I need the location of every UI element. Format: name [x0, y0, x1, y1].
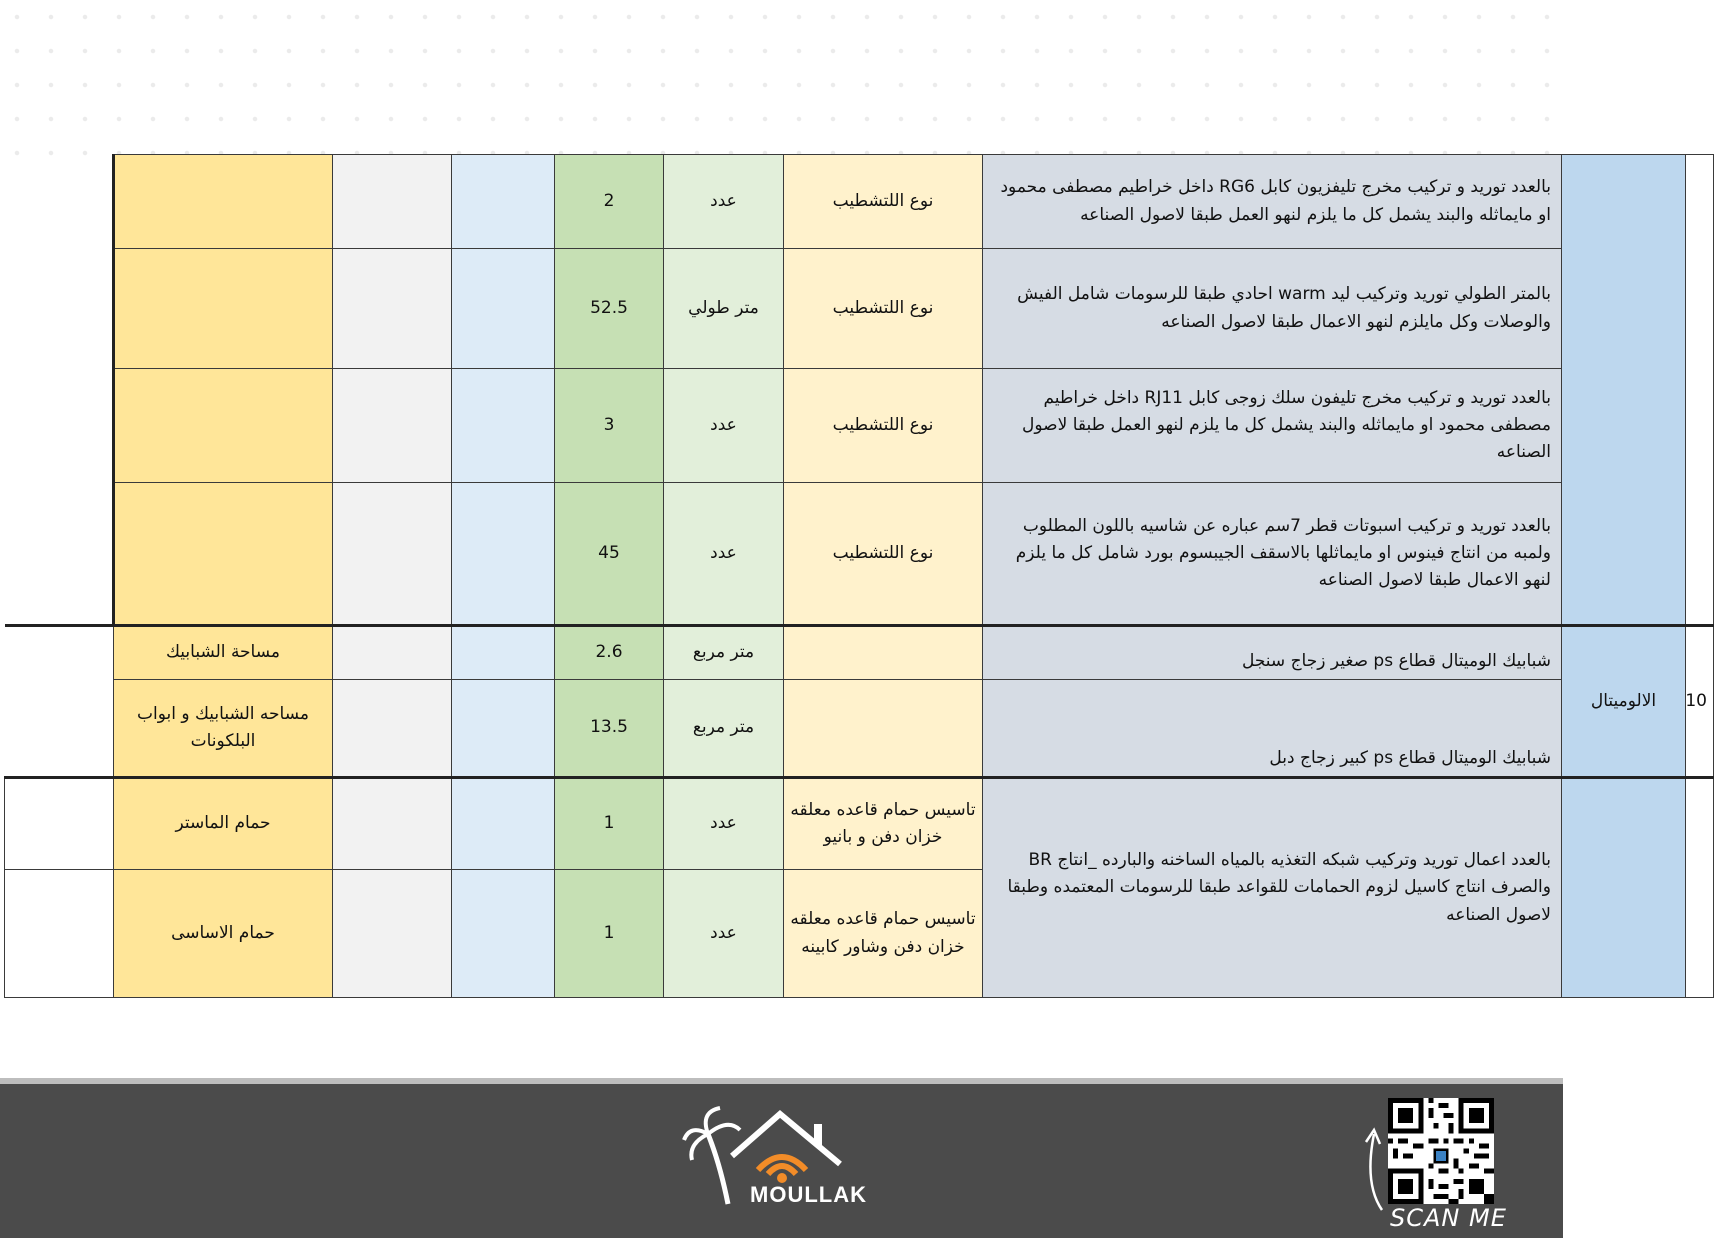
item-number-cell	[1686, 778, 1714, 998]
notes-cell	[114, 249, 333, 369]
outer-cell	[5, 870, 114, 998]
notes-cell	[114, 155, 333, 249]
brand-name: MOULLAK	[750, 1182, 867, 1207]
unit-cell: عدد	[664, 870, 784, 998]
unit-cell: عدد	[664, 778, 784, 870]
type-cell: نوع اللتشطيب	[784, 483, 983, 626]
quantity-cell: 1	[555, 870, 664, 998]
unit-cell: عدد	[664, 155, 784, 249]
unit-price-cell	[452, 778, 555, 870]
description-cell: شبابيك الوميتال قطاع ps صغير زجاج سنجل	[983, 626, 1562, 680]
unit-price-cell	[452, 680, 555, 778]
total-price-cell	[333, 155, 452, 249]
notes-cell: حمام الاساسى	[114, 870, 333, 998]
table-row	[5, 626, 1714, 680]
qr-code-icon[interactable]	[1388, 1098, 1494, 1204]
total-price-cell	[333, 369, 452, 483]
table-row	[5, 249, 1714, 369]
description-cell: بالمتر الطولي توريد وتركيب ليد warm احادي طبقا للرسومات شامل الفيش والوصلات وكل مايلزم لنهو الاعمال طبقا لاصول الصناعه	[983, 249, 1562, 369]
brand-logo	[680, 1104, 880, 1214]
unit-cell: متر مربع	[664, 680, 784, 778]
outer-margin	[5, 626, 114, 778]
unit-price-cell	[452, 249, 555, 369]
boq-table	[4, 154, 1714, 998]
unit-price-cell	[452, 870, 555, 998]
quantity-cell: 3	[555, 369, 664, 483]
category-cell	[1562, 778, 1686, 998]
quantity-cell: 52.5	[555, 249, 664, 369]
curved-arrow-icon	[1360, 1124, 1390, 1214]
notes-cell	[114, 483, 333, 626]
outer-margin	[5, 155, 114, 626]
footer-bar	[0, 1078, 1563, 1238]
unit-cell: عدد	[664, 483, 784, 626]
total-price-cell	[333, 483, 452, 626]
quantity-cell: 13.5	[555, 680, 664, 778]
unit-price-cell	[452, 155, 555, 249]
notes-cell	[114, 369, 333, 483]
type-cell	[784, 626, 983, 680]
table-row	[5, 778, 1714, 870]
unit-cell: متر طولي	[664, 249, 784, 369]
category-cell: الالوميتال	[1562, 626, 1686, 778]
total-price-cell	[333, 249, 452, 369]
unit-price-cell	[452, 369, 555, 483]
item-number-cell	[1686, 155, 1714, 626]
description-cell: بالعدد توريد و تركيب مخرج تليفون سلك زوجى كابل RJ11 داخل خراطيم مصطفى محمود او مايماثله والبند يشمل كل ما يلزم لنهو العمل طبقا لاصول الصناعه	[983, 369, 1562, 483]
type-cell: نوع اللتشطيب	[784, 155, 983, 249]
total-price-cell	[333, 626, 452, 680]
description-cell: بالعدد توريد و تركيب مخرج تليفزيون كابل RG6 داخل خراطيم مصطفى محمود او مايماثله والبند يشمل كل ما يلزم لنهو العمل طبقا لاصول الصناعه	[983, 155, 1562, 249]
quantity-cell: 1	[555, 778, 664, 870]
quantity-cell: 2	[555, 155, 664, 249]
dotted-background	[0, 0, 1563, 160]
quantity-cell: 2.6	[555, 626, 664, 680]
unit-cell: عدد	[664, 369, 784, 483]
table-row	[5, 155, 1714, 249]
notes-cell: حمام الماستر	[114, 778, 333, 870]
table-row	[5, 369, 1714, 483]
unit-price-cell	[452, 626, 555, 680]
outer-cell	[5, 778, 114, 870]
unit-price-cell	[452, 483, 555, 626]
item-number-cell: 10	[1686, 626, 1714, 778]
category-cell	[1562, 155, 1686, 626]
unit-cell: متر مربع	[664, 626, 784, 680]
type-cell: نوع اللتشطيب	[784, 369, 983, 483]
total-price-cell	[333, 778, 452, 870]
type-cell	[784, 680, 983, 778]
description-cell: شبابيك الوميتال قطاع ps كبير زجاج دبل	[983, 680, 1562, 778]
scan-me-label: SCAN ME	[1390, 1204, 1507, 1232]
description-cell: بالعدد اعمال توريد وتركيب شبكه التغذيه بالمياه الساخنه والبارده _انتاج BR والصرف انتاج كاسيل لزوم الحمامات للقواعد طبقا للرسومات المعتمده وطبقا لاصول الصناعه	[983, 778, 1562, 998]
notes-cell: مساحه الشبابيك و ابواب البلكونات	[114, 680, 333, 778]
total-price-cell	[333, 680, 452, 778]
type-cell: تاسيس حمام قاعده معلقه خزان دفن وشاور كابينه	[784, 870, 983, 998]
type-cell: تاسيس حمام قاعده معلقه خزان دفن و بانيو	[784, 778, 983, 870]
description-cell: بالعدد توريد و تركيب اسبوتات قطر 7سم عباره عن شاسيه باللون المطلوب ولمبه من انتاج فينوس او مايماثلها بالاسقف الجيبسوم بورد شامل كل ما يلزم لنهو الاعمال طبقا لاصول الصناعه	[983, 483, 1562, 626]
type-cell: نوع اللتشطيب	[784, 249, 983, 369]
total-price-cell	[333, 870, 452, 998]
table-row	[5, 680, 1714, 778]
quantity-cell: 45	[555, 483, 664, 626]
table-row	[5, 483, 1714, 626]
notes-cell: مساحة الشبابيك	[114, 626, 333, 680]
